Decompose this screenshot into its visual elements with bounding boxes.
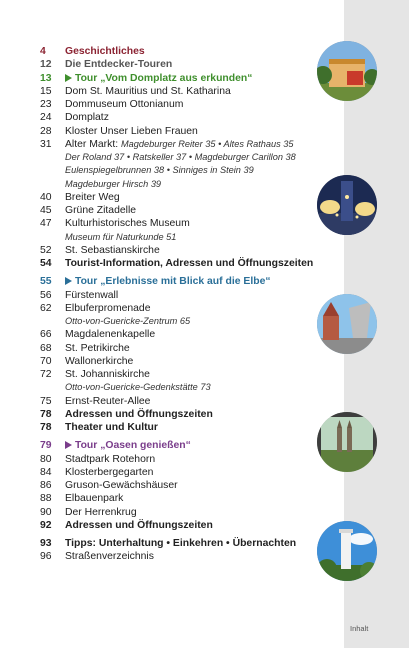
table-of-contents	[40, 45, 340, 564]
toc-title-text: Gruson-Gewächshäuser	[65, 480, 178, 491]
toc-page-number: 90	[40, 506, 52, 518]
toc-title	[65, 138, 294, 151]
toc-page-number: 55	[40, 276, 52, 288]
toc-entry[interactable]	[40, 368, 340, 381]
toc-title	[65, 302, 151, 315]
toc-sub-page-number: 73	[200, 382, 211, 393]
toc-title-text: St. Johanniskirche	[65, 369, 150, 380]
toc-title	[65, 381, 211, 394]
toc-sub-page-number: 38	[153, 165, 165, 176]
toc-page-number: 72	[40, 369, 52, 380]
toc-sub-entry: Der Roland	[65, 152, 112, 162]
toc-page-number: 52	[40, 244, 52, 256]
toc-page-number: 80	[40, 453, 52, 465]
toc-entry[interactable]	[40, 355, 340, 368]
toc-page-number: 92	[40, 519, 52, 531]
toc-title	[65, 244, 160, 257]
toc-entry[interactable]	[40, 178, 340, 191]
toc-title	[65, 479, 178, 492]
toc-entry[interactable]	[40, 439, 340, 452]
toc-entry[interactable]	[40, 302, 340, 315]
toc-page-number: 88	[40, 493, 52, 505]
toc-title	[65, 289, 118, 302]
toc-sub-entry: Altes Rathaus	[223, 138, 281, 149]
toc-entry[interactable]	[40, 537, 340, 550]
toc-title	[65, 85, 231, 98]
toc-separator: •	[164, 165, 173, 176]
toc-title-text: Tipps: Unterhaltung • Einkehren • Übernachten	[65, 538, 297, 549]
toc-entry[interactable]	[40, 453, 340, 466]
toc-title-text: Straßenverzeichnis	[65, 551, 154, 563]
toc-entry[interactable]	[40, 492, 340, 505]
toc-sub-page-number: 39	[243, 165, 254, 176]
toc-title	[65, 506, 137, 519]
toc-title	[65, 178, 161, 191]
toc-entry[interactable]	[40, 519, 340, 532]
photo-tower	[317, 521, 377, 581]
toc-sub-entry: Magdeburger Carillon	[194, 152, 283, 162]
toc-sub-entry: Otto-von-Guericke-Gedenkstätte	[65, 382, 198, 393]
toc-page-number: 56	[40, 289, 52, 301]
toc-page-number: 47	[40, 218, 52, 230]
toc-sub-page-number: 35	[283, 138, 294, 149]
toc-entry[interactable]	[40, 479, 340, 492]
toc-title	[65, 217, 190, 230]
toc-title-text: Domplatz	[65, 112, 109, 124]
toc-entry[interactable]	[40, 395, 340, 408]
toc-entry[interactable]	[40, 315, 340, 328]
toc-title-text: Elbauenpark	[65, 493, 124, 505]
photo-night-lights	[317, 175, 377, 235]
toc-entry[interactable]	[40, 231, 340, 244]
toc-page-number: 24	[40, 112, 52, 124]
toc-page-number: 12	[40, 59, 52, 71]
toc-title	[65, 275, 271, 288]
toc-title	[65, 408, 213, 421]
toc-sub-entry: Museum für Naturkunde	[65, 231, 164, 242]
play-arrow-icon	[65, 277, 72, 285]
toc-page-number: 28	[40, 125, 52, 137]
toc-title	[65, 453, 155, 466]
photo-cathedral-view	[317, 412, 377, 472]
toc-separator: •	[215, 138, 224, 149]
toc-title	[65, 342, 130, 355]
toc-entry[interactable]	[40, 72, 340, 85]
toc-entry[interactable]	[40, 342, 340, 355]
toc-sub-page-number: 39	[150, 178, 162, 189]
toc-title	[65, 257, 313, 270]
toc-title	[65, 72, 252, 85]
toc-page-number: 15	[40, 85, 52, 97]
toc-title-text: Elbuferpromenade	[65, 302, 151, 314]
toc-page-number: 40	[40, 191, 52, 203]
toc-title	[65, 164, 254, 177]
toc-entry[interactable]	[40, 204, 340, 217]
toc-title-text: Magdalenenkapelle	[65, 329, 156, 341]
toc-page-number: 93	[40, 538, 52, 549]
toc-title	[65, 421, 158, 434]
toc-sub-entry: Otto-von-Guericke-Zentrum	[65, 316, 178, 326]
toc-title-text: Adressen und Öffnungszeiten	[65, 408, 213, 420]
toc-entry[interactable]	[40, 125, 340, 138]
toc-entry[interactable]	[40, 381, 340, 394]
toc-sub-page-number: 51	[166, 231, 177, 242]
toc-title	[65, 45, 145, 58]
toc-sub-entry: Ratskeller	[132, 152, 174, 162]
toc-title-text: Dommuseum Ottonianum	[65, 99, 184, 110]
toc-title	[65, 125, 198, 138]
toc-title-text: St. Sebastianskirche	[65, 244, 160, 256]
toc-entry[interactable]	[40, 191, 340, 204]
toc-title-text: Grüne Zitadelle	[65, 205, 137, 216]
toc-page-number: 68	[40, 342, 52, 354]
toc-title-text: St. Petrikirche	[65, 342, 130, 354]
toc-sub-entry: Magdeburger Hirsch	[65, 178, 149, 189]
toc-entry[interactable]	[40, 151, 340, 164]
toc-sub-entry: Eulenspiegelbrunnen	[65, 165, 152, 176]
toc-page-number: 79	[40, 440, 52, 452]
toc-page-number: 78	[40, 422, 52, 433]
toc-title	[65, 58, 172, 71]
toc-title	[65, 368, 150, 381]
toc-sub-page-number: 65	[179, 316, 191, 326]
toc-entry[interactable]	[40, 98, 340, 111]
photo-church-sculpture	[317, 294, 377, 354]
toc-title	[65, 395, 150, 408]
toc-entry[interactable]	[40, 58, 340, 71]
toc-title	[65, 204, 136, 217]
toc-title	[65, 191, 120, 204]
toc-entry[interactable]	[40, 45, 340, 58]
toc-title-text: Der Herrenkrug	[65, 506, 137, 518]
toc-title-text: Fürstenwall	[65, 289, 119, 301]
toc-sub-page-number: 38	[285, 152, 296, 162]
play-arrow-icon	[65, 441, 72, 449]
toc-title-text: Tour „Vom Domplatz aus erkunden“	[75, 72, 253, 84]
toc-title-text: Kloster Unser Lieben Frauen	[65, 125, 198, 137]
toc-title	[65, 231, 176, 244]
toc-separator: •	[186, 152, 195, 162]
toc-title-text: Kulturhistorisches Museum	[65, 218, 190, 230]
toc-page-number: 54	[40, 258, 52, 269]
toc-page-number: 70	[40, 355, 52, 367]
toc-title-text: Theater und Kultur	[65, 422, 158, 433]
toc-title	[65, 537, 296, 550]
toc-entry[interactable]	[40, 328, 340, 341]
toc-sub-page-number: 37	[176, 152, 187, 162]
toc-title-text: Tour „Erlebnisse mit Blick auf die Elbe“	[75, 276, 271, 288]
toc-page-number: 4	[40, 46, 46, 57]
toc-title-text: Wallonerkirche	[65, 355, 134, 367]
toc-title-text: Geschichtliches	[65, 46, 145, 57]
toc-title	[65, 492, 123, 505]
toc-page-number: 84	[40, 466, 52, 478]
toc-entry[interactable]	[40, 550, 340, 563]
toc-title-text: Klosterbergegarten	[65, 466, 154, 478]
toc-title	[65, 439, 191, 452]
toc-entry[interactable]	[40, 257, 340, 270]
toc-page-number: 86	[40, 480, 52, 491]
toc-page-number: 23	[40, 99, 52, 110]
toc-sub-entry: Magdeburger Reiter	[121, 138, 203, 149]
toc-page-number: 13	[40, 72, 52, 84]
toc-title-text: Dom St. Mauritius und St. Katharina	[65, 85, 231, 97]
toc-title-text: Breiter Weg	[65, 191, 120, 203]
toc-page-number: 75	[40, 395, 52, 407]
toc-page-number: 78	[40, 408, 52, 420]
toc-entry[interactable]	[40, 421, 340, 434]
toc-title-text: Tour „Oasen genießen“	[75, 440, 191, 452]
toc-title	[65, 151, 296, 164]
toc-sub-entry: Sinniges in Stein	[172, 165, 241, 176]
toc-title	[65, 315, 190, 328]
toc-entry[interactable]	[40, 138, 340, 151]
photo-building	[317, 41, 377, 101]
toc-title	[65, 98, 183, 111]
toc-entry[interactable]	[40, 289, 340, 302]
toc-entry[interactable]	[40, 408, 340, 421]
toc-title	[65, 328, 155, 341]
toc-entry[interactable]	[40, 217, 340, 230]
toc-title-text: Adressen und Öffnungszeiten	[65, 519, 213, 531]
toc-title-text: Alter Markt:	[65, 138, 122, 150]
toc-page-number: 62	[40, 302, 52, 314]
toc-sub-page-number: 37	[114, 152, 125, 162]
toc-title-text: Die Entdecker-Touren	[65, 59, 173, 71]
toc-entry[interactable]	[40, 85, 340, 98]
toc-title-text: Ernst-Reuter-Allee	[65, 395, 151, 407]
toc-title	[65, 111, 109, 124]
toc-entry[interactable]	[40, 244, 340, 257]
toc-title-text: Stadtpark Rotehorn	[65, 453, 156, 465]
toc-title	[65, 355, 133, 368]
sidebar-label: Inhalt	[350, 624, 369, 633]
toc-title	[65, 466, 153, 479]
toc-title	[65, 550, 154, 563]
toc-page-number: 96	[40, 551, 52, 563]
toc-entry[interactable]	[40, 466, 340, 479]
play-arrow-icon	[65, 74, 72, 82]
toc-entry[interactable]	[40, 164, 340, 177]
toc-title	[65, 519, 213, 532]
toc-page-number: 31	[40, 138, 52, 150]
toc-title-text: Tourist-Information, Adressen und Öffnungszeiten	[65, 258, 314, 269]
toc-separator: •	[124, 152, 133, 162]
toc-entry[interactable]	[40, 111, 340, 124]
toc-entry[interactable]	[40, 506, 340, 519]
toc-sub-page-number: 35	[205, 138, 216, 149]
toc-page-number: 45	[40, 205, 52, 216]
toc-entry[interactable]	[40, 275, 340, 288]
toc-page-number: 66	[40, 329, 52, 341]
